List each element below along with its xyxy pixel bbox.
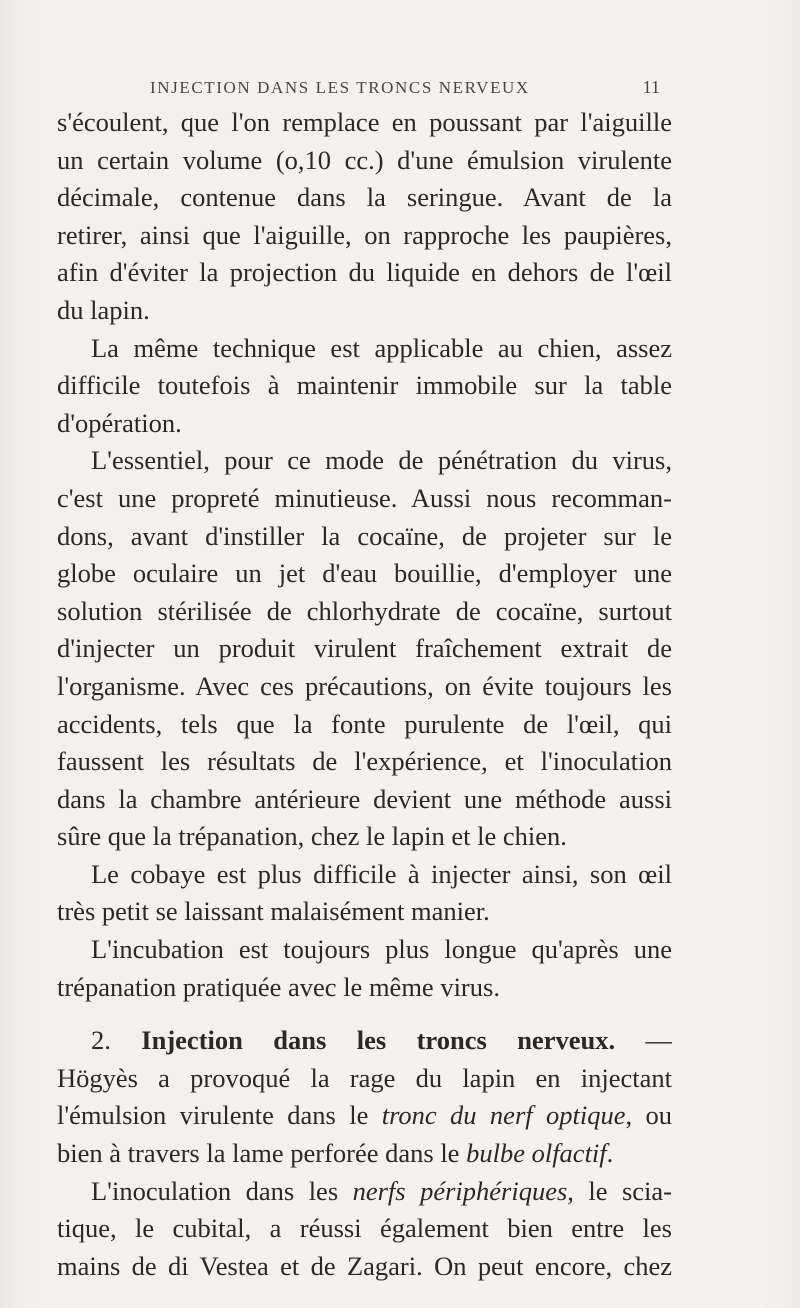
text-line: un certain volume (o,10 cc.) d'une émulsion virulente [57,144,672,175]
paragraph-2 [57,330,672,443]
text-run: bien à travers la lame perforée dans le [57,1138,467,1169]
text-line: dans la chambre antérieure devient une méthode aussi [57,783,672,814]
text-line: L'essentiel, pour ce mode de pénétration du virus, [91,445,672,476]
text-line: difficile toutefois à maintenir immobile sur la table [57,370,672,401]
body-text [57,104,672,1285]
text-line: Le cobaye est plus difficile à injecter ainsi, son œil [91,858,672,889]
section-number: 2. [91,1025,111,1056]
paragraph-4 [57,856,672,931]
paragraph-1 [57,104,672,330]
text-line [57,1097,672,1135]
text-line: d'injecter un produit virulent fraîchement extrait de [57,633,672,664]
paragraph-3 [57,442,672,856]
text-run: L'inoculation dans les [91,1175,353,1206]
text-line: dons, avant d'instiller la cocaïne, de projeter sur le [57,520,672,551]
text-run: l'émulsion virulente dans le [57,1100,382,1131]
text-line: afin d'éviter la projection du liquide en dehors de l'œil [57,257,672,288]
text-run: , ou [625,1100,672,1131]
text-line: tique, le cubital, a réussi également bien entre les [57,1213,672,1244]
paragraph-5 [57,931,672,1006]
text-line: solution stérilisée de chlorhydrate de cocaïne, surtout [57,595,672,626]
text-line: du lapin. [57,294,150,325]
text-line: faussent les résultats de l'expérience, et l'inoculation [57,746,672,777]
section-heading [57,1022,672,1060]
text-line: c'est une propreté minutieuse. Aussi nous recomman- [57,482,672,513]
text-run: , le scia- [567,1175,672,1206]
text-line: Högyès a provoqué la rage du lapin en injectant [57,1062,672,1093]
section-dash: — [645,1025,672,1056]
text-line: d'opération. [57,407,182,438]
italic-term: tronc du nerf optique [381,1100,626,1131]
text-line: l'organisme. Avec ces précautions, on évite toujours les [57,670,672,701]
text-line: mains de di Vestea et de Zagari. On peut encore, chez [57,1250,672,1281]
text-line: décimale, contenue dans la seringue. Avant de la [57,182,672,213]
text-line: accidents, tels que la fonte purulente de l'œil, qui [57,708,672,739]
page-number: 11 [642,77,660,97]
text-line: globe oculaire un jet d'eau bouillie, d'employer une [57,558,672,589]
italic-term: bulbe olfactif [466,1138,607,1169]
text-line: La même technique est applicable au chien, assez [91,332,672,363]
text-line: retirer, ainsi que l'aiguille, on rapproche les paupières, [57,219,672,250]
section-gap [57,1006,672,1022]
running-title: INJECTION DANS LES TRONCS NERVEUX [150,78,530,97]
section-2 [57,1022,672,1285]
italic-term: nerfs périphériques [352,1175,568,1206]
text-line: trépanation pratiquée avec le même virus. [57,971,500,1002]
text-line [57,1135,672,1173]
text-line: sûre que la trépanation, chez le lapin et le chien. [57,821,567,852]
text-line: L'incubation est toujours plus longue qu'après une [91,934,672,965]
page-header [150,78,660,102]
text-line: s'écoulent, que l'on remplace en poussant par l'aiguille [57,107,672,137]
text-line: très petit se laissant malaisément manier. [57,896,490,927]
text-line [57,1173,672,1211]
section-title: Injection dans les troncs nerveux. [141,1025,616,1056]
text-run: . [606,1138,614,1169]
